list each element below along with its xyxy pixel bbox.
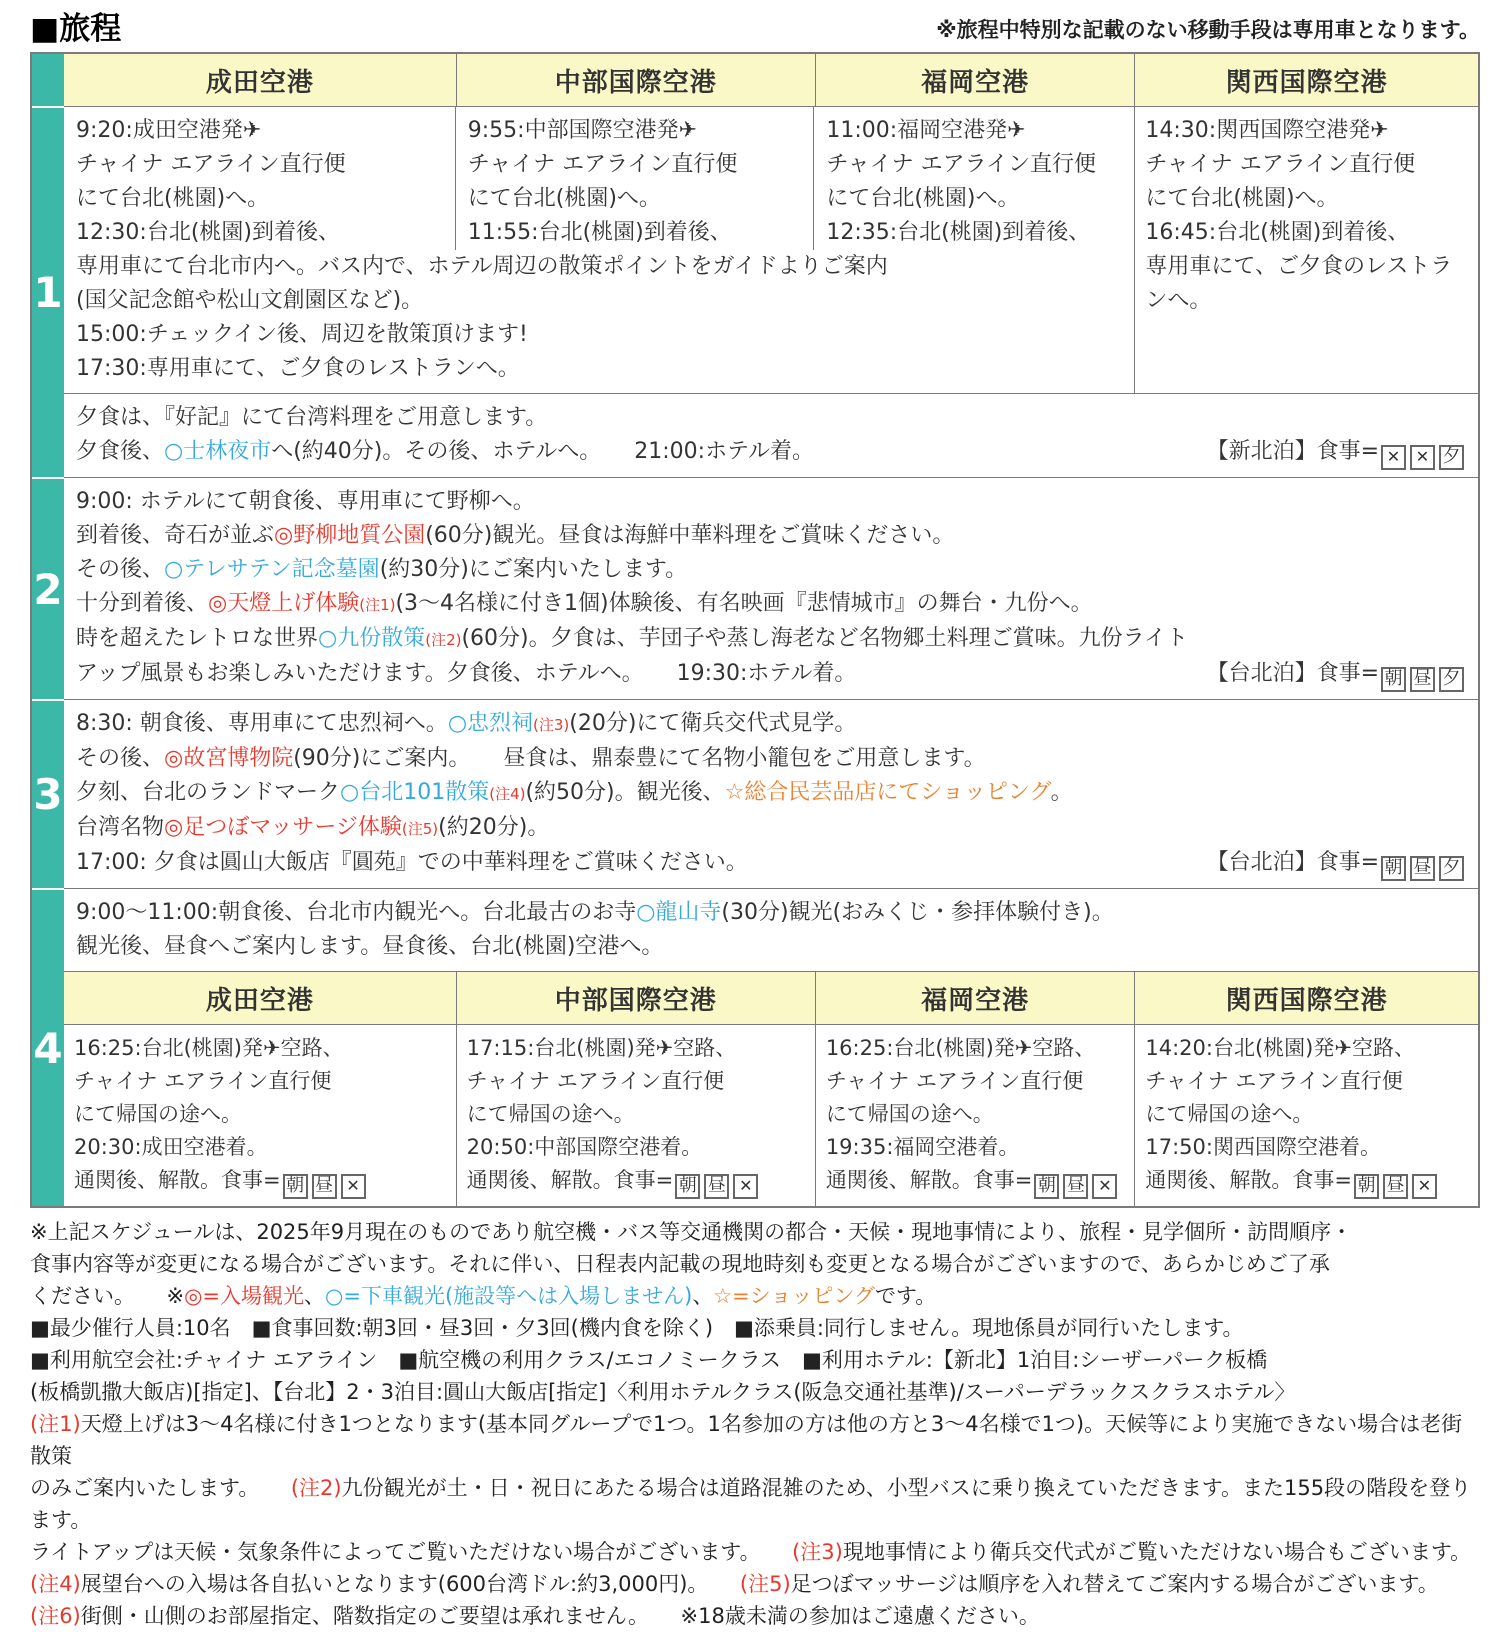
text-line	[76, 352, 1124, 386]
text-line	[76, 485, 1466, 519]
seg-xbox: ✕	[1410, 445, 1435, 470]
day-1-flight-section	[64, 107, 1478, 393]
seg-text: チャイナ エアライン直行便	[74, 1069, 332, 1094]
seg-text: 食事内容等が変更になる場合がございます。それに伴い、日程表内記載の現地時刻も変更となる場合がございますので、あらかじめご了承	[30, 1252, 1330, 1277]
seg-note: (注4)	[489, 785, 526, 804]
seg-text: チャイナ エアライン直行便	[467, 152, 738, 178]
text-line	[30, 1472, 1480, 1536]
seg-text: (約20分)。	[438, 815, 550, 841]
seg-box: 昼	[704, 1174, 729, 1199]
text-line	[76, 216, 445, 250]
seg-box: 夕	[1439, 856, 1464, 881]
day-3-number: 3	[32, 699, 64, 888]
text-line	[1145, 148, 1468, 182]
seg-text: 16:25:台北(桃園)発✈空路、	[825, 1036, 1096, 1061]
seg-text: (約50分)。観光後、	[525, 780, 725, 806]
text-line	[76, 553, 1466, 587]
text-line	[1145, 216, 1468, 250]
text-line	[826, 1098, 1127, 1131]
day-4-chubu-cell	[456, 1025, 815, 1206]
text-line	[76, 811, 1466, 846]
day-4-narita-cell	[64, 1025, 456, 1206]
seg-box: 朝	[675, 1174, 700, 1199]
seg-text: (20分)にて衛兵交代式見学。	[569, 711, 857, 737]
seg-xbox: ✕	[1092, 1174, 1117, 1199]
seg-text: 夕食後、	[76, 439, 165, 465]
text-line	[76, 401, 1466, 435]
seg-note: (注2)	[425, 631, 462, 650]
text-line	[30, 1536, 1480, 1568]
seg-text: 17:50:関西国際空港着。	[1145, 1135, 1381, 1160]
seg-text: 十分到着後、	[76, 591, 209, 617]
header-teal-spacer	[32, 54, 64, 106]
text-line	[76, 318, 1124, 352]
seg-box: 朝	[283, 1174, 308, 1199]
seg-box: 朝	[1381, 856, 1406, 881]
seg-text: 台湾名物	[76, 815, 165, 841]
text-line	[76, 519, 1466, 553]
seg-box: 朝	[1381, 667, 1406, 692]
seg-text: 時を超えたレトロな世界	[76, 626, 319, 652]
text-line	[76, 742, 1466, 776]
text-line	[826, 1164, 1127, 1199]
transport-note: ※旅程中特別な記載のない移動手段は専用車となります。	[936, 18, 1480, 43]
text-line	[1145, 250, 1468, 318]
text-line	[74, 1164, 448, 1199]
text-line	[30, 1216, 1480, 1248]
seg-text: 15:00:チェックイン後、周辺を散策頂けます!	[76, 322, 528, 348]
day-4-airport-header-row	[64, 971, 1478, 1025]
day-3-row	[32, 699, 1478, 888]
seg-text: 11:00:福岡空港発✈	[826, 118, 1026, 144]
seg-note: (注3)	[533, 716, 570, 735]
line-left	[76, 657, 856, 691]
seg-text: 14:30:関西国際空港発✈	[1145, 118, 1389, 144]
day-4-number: 4	[32, 888, 64, 1206]
seg-text: 通関後、解散。食事=	[1145, 1168, 1352, 1193]
seg-text: 20:30:成田空港着。	[74, 1135, 268, 1160]
text-line	[1145, 1098, 1470, 1131]
text-line	[76, 622, 1466, 657]
seg-text: (約30分)にご案内いたします。	[379, 557, 688, 583]
seg-text: ください。 ※	[30, 1284, 185, 1309]
header-airport-kansai: 関西国際空港	[1134, 54, 1478, 106]
day-4-intro-cell	[64, 889, 1478, 971]
day4-header-airport-fukuoka: 福岡空港	[815, 972, 1135, 1024]
seg-text: 9:00: ホテルにて朝食後、専用車にて野柳へ。	[76, 489, 535, 515]
seg-xbox: ✕	[1412, 1174, 1437, 1199]
seg-box: 夕	[1439, 667, 1464, 692]
line-right	[1207, 657, 1466, 692]
day4-header-airport-kansai: 関西国際空港	[1134, 972, 1478, 1024]
header-airport-narita: 成田空港	[205, 68, 314, 99]
seg-text: (3〜4名様に付き1個)体験後、有名映画『悲情城市』の舞台・九份へ。	[395, 591, 1093, 617]
seg-text: 通関後、解散。食事=	[74, 1168, 281, 1193]
seg-text: にて帰国の途へ。	[74, 1102, 242, 1127]
seg-text: 現地事情により衛兵交代式がご覧いただけない場合もございます。	[842, 1540, 1472, 1565]
text-line	[1145, 1065, 1470, 1098]
seg-text: 9:00〜11:00:朝食後、台北市内観光へ。台北最古のお寺	[76, 900, 637, 926]
seg-text: 【台北泊】食事=	[1206, 850, 1379, 876]
seg-red: (注5)	[739, 1572, 791, 1597]
text-line	[76, 896, 1466, 930]
seg-box: 昼	[1410, 667, 1435, 692]
seg-text: (60分)。夕食は、芋団子や蒸し海老など名物郷土料理ご賞味。九份ライト	[461, 626, 1188, 652]
seg-text: にて台北(桃園)へ。	[76, 186, 270, 212]
seg-text: 12:35:台北(桃園)到着後、	[826, 220, 1091, 246]
day-4-kansai-cell	[1134, 1025, 1478, 1206]
seg-text: 12:30:台北(桃園)到着後、	[76, 220, 340, 246]
seg-blue: ○龍山寺	[636, 900, 722, 926]
day-2-cell	[64, 478, 1478, 699]
seg-text: 17:30:専用車にて、ご夕食のレストランへ。	[76, 356, 520, 382]
seg-text: 17:00: 夕食は圓山大飯店『圓苑』での中華料理をご賞味ください。	[76, 850, 748, 876]
text-line	[30, 1568, 1480, 1600]
seg-text: チャイナ エアライン直行便	[825, 1069, 1084, 1094]
seg-red: (注4)	[30, 1572, 81, 1597]
text-line	[468, 114, 804, 148]
seg-xbox: ✕	[733, 1174, 758, 1199]
seg-text: チャイナ エアライン直行便	[1145, 1069, 1403, 1094]
line-right	[1207, 435, 1466, 470]
day-4-row	[32, 888, 1478, 1206]
seg-text: 、	[304, 1284, 326, 1309]
seg-text: ※上記スケジュールは、2025年9月現在のものであり航空機・バス等交通機関の都合・天候・現地事情により、旅程・見学個所・訪問順序・	[30, 1220, 1353, 1245]
seg-text: にて帰国の途へ。	[466, 1102, 635, 1127]
seg-red: (注2)	[290, 1476, 342, 1501]
seg-box: 朝	[1034, 1174, 1059, 1199]
seg-blue: ○台北101散策	[340, 780, 490, 806]
text-line	[30, 1280, 1480, 1312]
seg-note: (注1)	[359, 596, 396, 615]
text-line	[1145, 114, 1468, 148]
text-line	[467, 1164, 807, 1199]
seg-text: ライトアップは天候・気象条件によってご覧いただけない場合がございます。	[30, 1540, 793, 1565]
text-line	[826, 1032, 1127, 1065]
seg-text: チャイナ エアライン直行便	[76, 152, 346, 178]
seg-blue: ○=下車観光(施設等へは入場しません)	[325, 1284, 693, 1309]
day-1-row	[32, 106, 1478, 477]
text-line	[76, 846, 1466, 881]
text-line	[76, 707, 1466, 742]
header-airport-chubu: 中部国際空港	[456, 54, 815, 106]
seg-text: チャイナ エアライン直行便	[466, 1069, 725, 1094]
text-line	[826, 216, 1124, 250]
seg-text: 20:50:中部国際空港着。	[466, 1135, 703, 1160]
seg-xbox: ✕	[1381, 445, 1406, 470]
text-line	[468, 216, 804, 250]
itinerary-table	[30, 52, 1480, 1208]
text-line	[76, 182, 445, 216]
text-line	[30, 1600, 1480, 1632]
seg-box: 昼	[1063, 1174, 1088, 1199]
seg-box: 朝	[1354, 1174, 1379, 1199]
line-left	[76, 846, 748, 880]
seg-text: チャイナ エアライン直行便	[826, 152, 1097, 178]
text-line	[76, 587, 1466, 622]
header-airport-fukuoka: 福岡空港	[815, 54, 1135, 106]
seg-text: 観光後、昼食へご案内します。昼食後、台北(桃園)空港へ。	[76, 934, 664, 960]
seg-text: ■利用航空会社:チャイナ エアライン ■航空機の利用クラス/エコノミークラス ■利用ホテル:【新北】1泊目:シーザーパーク板橋	[30, 1348, 1268, 1373]
seg-text: 、	[692, 1284, 714, 1309]
text-line	[467, 1098, 807, 1131]
seg-text: ■最少催行人員:10名 ■食事回数:朝3回・昼3回・夕3回(機内食を除く) ■添乗員:同行しません。現地係員が同行いたします。	[30, 1316, 1244, 1341]
seg-text: 【新北泊】食事=	[1206, 439, 1379, 465]
page-title: ■旅程	[30, 11, 122, 47]
text-line	[826, 182, 1124, 216]
text-line	[467, 1065, 807, 1098]
seg-text: 【台北泊】食事=	[1206, 661, 1379, 687]
seg-red: ◎=入場観光	[184, 1284, 305, 1309]
seg-red: (注6)	[30, 1604, 81, 1629]
seg-text: アップ風景もお楽しみいただけます。夕食後、ホテルへ。 19:30:ホテル着。	[76, 661, 857, 687]
seg-text: 。	[1050, 780, 1073, 806]
text-line	[76, 657, 1466, 692]
seg-red: (注1)	[30, 1412, 81, 1437]
day-1-kansai-cell	[1134, 107, 1478, 393]
seg-box: 昼	[312, 1174, 337, 1199]
seg-box: 昼	[1383, 1174, 1408, 1199]
seg-text: 展望台への入場は各自払いとなります(600台湾ドル:約3,000円)。	[80, 1572, 740, 1597]
seg-text: 9:20:成田空港発✈	[76, 118, 262, 144]
seg-text: (90分)にご案内。 昼食は、鼎泰豊にて名物小籠包をご用意します。	[293, 746, 986, 772]
text-line	[74, 1098, 448, 1131]
seg-box: 夕	[1439, 445, 1464, 470]
text-line	[76, 284, 1124, 318]
seg-text: 14:20:台北(桃園)発✈空路、	[1145, 1036, 1415, 1061]
seg-text: 専用車にて台北市内へ。バス内で、ホテル周辺の散策ポイントをガイドよりご案内	[76, 254, 888, 280]
day4-header-airport-narita: 成田空港	[205, 986, 314, 1017]
seg-text: 夕食は、『好記』にて台湾料理をご用意します。	[76, 405, 548, 431]
seg-red: ◎天燈上げ体験	[208, 591, 360, 617]
seg-blue: ○士林夜市	[164, 439, 272, 465]
text-line	[30, 1248, 1480, 1280]
airport-header-row	[32, 54, 1478, 106]
seg-text: にて帰国の途へ。	[825, 1102, 994, 1127]
text-line	[468, 182, 804, 216]
day-2-row	[32, 477, 1478, 699]
seg-text: へ(約40分)。その後、ホテルへ。 21:00:ホテル着。	[271, 439, 814, 465]
text-line	[1145, 182, 1468, 216]
text-line	[467, 1032, 807, 1065]
seg-text: 通関後、解散。食事=	[466, 1168, 674, 1193]
seg-text: (30分)観光(おみくじ・参拝体験付き)。	[721, 900, 1114, 926]
day-1-narita-cell	[64, 107, 456, 250]
text-line	[30, 1408, 1480, 1472]
text-line	[1145, 1032, 1470, 1065]
seg-text: (板橋凱撒大飯店)[指定]、【台北】2・3泊目:圓山大飯店[指定]〈利用ホテルクラス(阪急交通社基準)/スーパーデラックスクラスホテル〉	[30, 1380, 1296, 1405]
seg-text: その後、	[76, 746, 165, 772]
day-1-chubu-cell	[456, 107, 815, 250]
footer-notes	[30, 1216, 1480, 1632]
day-2-number: 2	[32, 477, 64, 699]
text-line	[826, 1065, 1127, 1098]
seg-text: 通関後、解散。食事=	[825, 1168, 1033, 1193]
text-line	[76, 250, 1124, 284]
seg-text: その後、	[76, 557, 165, 583]
seg-text: にて台北(桃園)へ。	[1145, 186, 1339, 212]
seg-note: (注5)	[401, 820, 439, 839]
seg-text: 19:35:福岡空港着。	[825, 1135, 1020, 1160]
text-line	[30, 1344, 1480, 1376]
seg-text: 16:45:台北(桃園)到着後、	[1145, 220, 1410, 246]
text-line	[74, 1065, 448, 1098]
line-left	[76, 435, 814, 469]
seg-red: (注3)	[792, 1540, 843, 1565]
seg-text: 街側・山側のお部屋指定、階数指定のご要望は承れません。 ※18歳未満の参加はご遠慮ください。	[80, 1604, 1040, 1629]
seg-text: のみご案内いたします。	[30, 1476, 291, 1501]
seg-text: にて台北(桃園)へ。	[826, 186, 1020, 212]
seg-text: 夕刻、台北のランドマーク	[76, 780, 341, 806]
seg-red: ◎足つぼマッサージ体験	[164, 815, 402, 841]
seg-box: 昼	[1410, 856, 1435, 881]
seg-text: チャイナ エアライン直行便	[1145, 152, 1416, 178]
text-line	[826, 1131, 1127, 1164]
text-line	[30, 1376, 1480, 1408]
seg-red: ◎故宮博物院	[164, 746, 294, 772]
seg-text: 17:15:台北(桃園)発✈空路、	[466, 1036, 737, 1061]
seg-orange: ☆=ショッピング	[713, 1284, 875, 1309]
seg-blue: ○テレサテン記念墓園	[164, 557, 380, 583]
seg-text: 11:55:台北(桃園)到着後、	[467, 220, 732, 246]
text-line	[467, 1131, 807, 1164]
title-bar	[30, 12, 1480, 46]
seg-text: 専用車にて、ご夕食のレストランへ。	[1145, 254, 1453, 314]
day-1-fukuoka-cell	[814, 107, 1134, 250]
text-line	[76, 435, 1466, 470]
seg-blue: ○忠烈祠	[447, 711, 534, 737]
day4-header-airport-chubu: 中部国際空港	[456, 972, 815, 1024]
seg-xbox: ✕	[341, 1174, 366, 1199]
text-line	[76, 776, 1466, 811]
seg-text: 8:30: 朝食後、専用車にて忠烈祠へ。	[76, 711, 448, 737]
text-line	[76, 930, 1466, 964]
seg-text: にて帰国の途へ。	[1145, 1102, 1314, 1127]
text-line	[468, 148, 804, 182]
seg-text: (国父記念館や松山文創園区など)。	[76, 288, 424, 314]
seg-text: 九份観光が土・日・祝日にあたる場合は道路混雑のため、小型バスに乗り換えていただきます。また155段の階段を登ります。	[30, 1476, 1472, 1533]
seg-text: にて台北(桃園)へ。	[467, 186, 661, 212]
seg-text: (60分)観光。昼食は海鮮中華料理をご賞味ください。	[425, 523, 955, 549]
seg-red: ◎野柳地質公園	[274, 523, 426, 549]
seg-orange: ☆総合民芸品店にてショッピング	[724, 780, 1051, 806]
seg-text: 16:25:台北(桃園)発✈空路、	[74, 1036, 344, 1061]
day-3-cell	[64, 700, 1478, 888]
text-line	[826, 114, 1124, 148]
seg-blue: ○九份散策	[318, 626, 426, 652]
text-line	[1145, 1131, 1470, 1164]
text-line	[76, 114, 445, 148]
seg-text: です。	[874, 1284, 937, 1309]
seg-text: 足つぼマッサージは順序を入れ替えてご案内する場合がございます。	[790, 1572, 1439, 1597]
day-1-number: 1	[32, 106, 64, 477]
text-line	[74, 1032, 448, 1065]
day-1-dinner-row	[64, 393, 1478, 477]
line-right	[1207, 846, 1466, 881]
text-line	[1145, 1164, 1470, 1199]
seg-text: 天燈上げは3〜4名様に付き1つとなります(基本同グループで1つ。1名参加の方は他の方と3〜4名様で1つ)。天候等により実施できない場合は老街散策	[30, 1412, 1463, 1469]
seg-text: 9:55:中部国際空港発✈	[467, 118, 697, 144]
text-line	[30, 1312, 1480, 1344]
text-line	[74, 1131, 448, 1164]
text-line	[826, 148, 1124, 182]
seg-text: 到着後、奇石が並ぶ	[76, 523, 275, 549]
day-1-merged-text	[64, 250, 1134, 393]
day-4-fukuoka-cell	[815, 1025, 1135, 1206]
text-line	[76, 148, 445, 182]
